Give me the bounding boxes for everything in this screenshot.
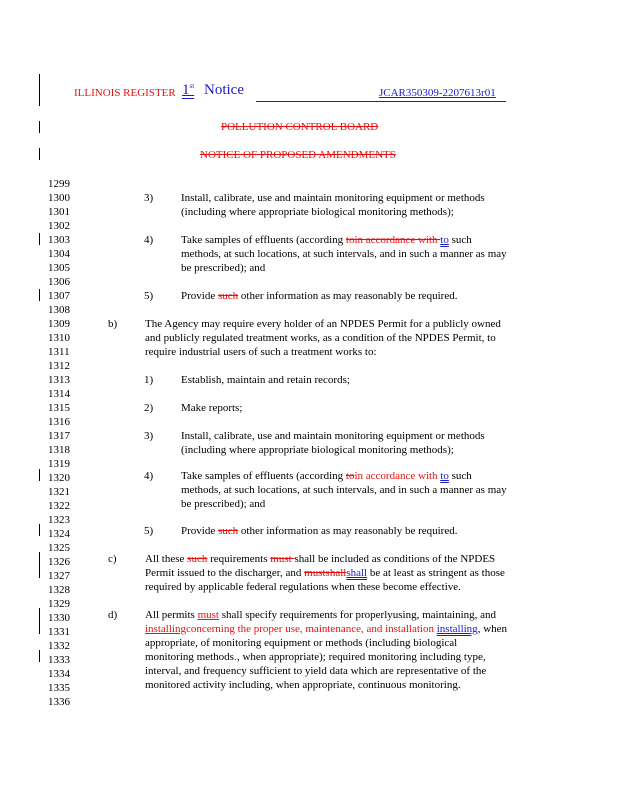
item-b4-number: 4) xyxy=(144,470,154,482)
page-marker-number: 1 xyxy=(182,82,190,98)
subsection-c-text: Permit issued to the discharger, and xyxy=(145,567,305,579)
subsection-c-line: required by applicable federal regulations when these become effective. xyxy=(145,581,461,593)
item-b5-line xyxy=(181,524,457,538)
subsection-b-line: and publicly regulated treatment works, as a condition of the NPDES Permit, to xyxy=(145,332,496,344)
subsection-d-line xyxy=(145,650,486,664)
item-a3-line: (including where appropriate biological monitoring methods); xyxy=(181,206,454,218)
changed-text: in accordance with xyxy=(354,470,441,482)
line-number: 1303 xyxy=(48,234,70,246)
line-number: 1321 xyxy=(48,486,70,498)
item-b3-number: 3) xyxy=(144,430,154,442)
subsection-d-line: monitored activity including, when appropriate, continuous monitoring. xyxy=(145,679,461,691)
line-number: 1309 xyxy=(48,318,70,330)
subsection-d-text: All permits xyxy=(145,609,198,621)
item-b2-line: Make reports; xyxy=(181,402,243,414)
subsection-d-text: monitoring methods xyxy=(145,651,234,663)
subsection-b-label: b) xyxy=(108,318,118,330)
line-number: 1313 xyxy=(48,374,70,386)
line-number: 1336 xyxy=(48,696,70,708)
changed-text: must xyxy=(197,609,219,621)
line-number: 1331 xyxy=(48,626,70,638)
item-a4-text: Take samples of effluents (according xyxy=(181,234,346,246)
line-number: 1302 xyxy=(48,220,70,232)
item-b3-line: Install, calibrate, use and maintain monitoring equipment or methods xyxy=(181,430,485,442)
inserted-text: shall xyxy=(346,567,368,579)
notice-rule xyxy=(256,101,506,102)
deleted-text: such xyxy=(187,553,208,565)
deleted-text: must xyxy=(270,553,295,565)
line-number: 1304 xyxy=(48,248,70,260)
jcar-id: JCAR350309-2207613r01 xyxy=(379,87,496,99)
item-b5-text: other information as may reasonably be required. xyxy=(238,525,458,537)
line-number: 1300 xyxy=(48,192,70,204)
subsection-c-text: shall be included as conditions of the NPDES xyxy=(294,553,496,565)
line-number: 1317 xyxy=(48,430,70,442)
board-title: POLLUTION CONTROL BOARD xyxy=(221,121,379,133)
change-bar xyxy=(39,469,40,481)
line-number: 1306 xyxy=(48,276,70,288)
subsection-d-line xyxy=(145,622,507,636)
inserted-text: installing xyxy=(436,623,478,635)
subsection-c-text: be at least as stringent as those xyxy=(367,567,505,579)
line-number: 1301 xyxy=(48,206,70,218)
change-bar xyxy=(39,608,40,634)
item-a5-text: other information as may reasonably be required. xyxy=(238,290,458,302)
line-number: 1319 xyxy=(48,458,70,470)
change-bar xyxy=(39,524,40,536)
change-bar xyxy=(39,74,40,106)
item-a5-number: 5) xyxy=(144,290,154,302)
line-number: 1335 xyxy=(48,682,70,694)
line-number: 1324 xyxy=(48,528,70,540)
item-b4-line xyxy=(181,469,472,483)
item-b2-number: 2) xyxy=(144,402,154,414)
subsection-c-line xyxy=(145,552,495,566)
line-number: 1315 xyxy=(48,402,70,414)
item-a4-text: such xyxy=(448,234,472,246)
item-b3-line: (including where appropriate biological monitoring methods); xyxy=(181,444,454,456)
line-number: 1310 xyxy=(48,332,70,344)
line-number: 1307 xyxy=(48,290,70,302)
deleted-text: to xyxy=(345,470,355,482)
item-b5-text: Provide xyxy=(181,525,218,537)
line-number: 1305 xyxy=(48,262,70,274)
change-bar xyxy=(39,650,40,662)
change-bar xyxy=(39,289,40,301)
item-a4-line: be prescribed); and xyxy=(181,262,266,274)
item-a4-line: methods, at such locations, at such intervals, and in such a manner as may xyxy=(181,248,507,260)
line-number: 1299 xyxy=(48,178,70,190)
inserted-mark: ․ xyxy=(233,652,237,662)
subsection-c-label: c) xyxy=(108,553,117,565)
line-number: 1323 xyxy=(48,514,70,526)
subsection-b-line: require industrial users of such a treatment works to: xyxy=(145,346,377,358)
item-a4-line xyxy=(181,233,472,247)
change-bar xyxy=(39,233,40,245)
line-number: 1334 xyxy=(48,668,70,680)
item-a3-number: 3) xyxy=(144,192,154,204)
line-number: 1314 xyxy=(48,388,70,400)
changed-text: concerning the proper use, maintenance, and installation xyxy=(185,623,434,635)
item-a3-line: Install, calibrate, use and maintain monitoring equipment or methods xyxy=(181,192,485,204)
item-b4-line: methods, at such locations, at such intervals, and in such a manner as may xyxy=(181,484,507,496)
line-number: 1328 xyxy=(48,584,70,596)
line-number: 1308 xyxy=(48,304,70,316)
deleted-text: such xyxy=(217,525,239,537)
notice-title: Notice xyxy=(204,82,244,98)
change-bar xyxy=(39,148,40,160)
subsection-d-line: appropriate, of monitoring equipment or methods (including biological xyxy=(145,637,458,649)
subsection-d-text: shall specify requirements for properlyusing, maintaining, and xyxy=(218,609,497,621)
inserted-text: to xyxy=(440,470,449,482)
change-bar xyxy=(39,552,40,578)
item-b1-line: Establish, maintain and retain records; xyxy=(181,374,350,386)
changed-text: installing xyxy=(145,623,186,635)
subsection-d-text: , when xyxy=(477,623,508,635)
line-number: 1330 xyxy=(48,612,70,624)
subsection-c-text: All these xyxy=(145,553,188,565)
item-b5-number: 5) xyxy=(144,525,154,537)
item-a4-number: 4) xyxy=(144,234,154,246)
line-number: 1332 xyxy=(48,640,70,652)
line-number: 1318 xyxy=(48,444,70,456)
line-number: 1325 xyxy=(48,542,70,554)
item-b4-text: such xyxy=(448,470,472,482)
line-number: 1329 xyxy=(48,598,70,610)
item-b1-number: 1) xyxy=(144,374,154,386)
subsection-d-line xyxy=(145,608,496,622)
deleted-text: toin accordance with xyxy=(345,234,441,246)
inserted-text: to xyxy=(440,234,449,246)
amendments-title: NOTICE OF PROPOSED AMENDMENTS xyxy=(200,149,396,161)
subsection-c-line xyxy=(145,566,505,580)
line-number: 1311 xyxy=(48,346,70,358)
item-b4-text: Take samples of effluents (according xyxy=(181,470,346,482)
line-number: 1333 xyxy=(48,654,70,666)
line-number: 1326 xyxy=(48,556,70,568)
deleted-text: such xyxy=(217,290,239,302)
line-number: 1327 xyxy=(48,570,70,582)
item-a5-text: Provide xyxy=(181,290,218,302)
subsection-d-line: interval, and frequency sufficient to yield data which are representative of the xyxy=(145,665,487,677)
item-a5-line xyxy=(181,289,457,303)
page-marker xyxy=(182,82,194,99)
item-b4-line: be prescribed); and xyxy=(181,498,266,510)
subsection-c-text: requirements xyxy=(207,553,271,565)
subsection-b-line: The Agency may require every holder of an NPDES Permit for a publicly owned xyxy=(145,318,501,330)
line-number: 1320 xyxy=(48,472,70,484)
deleted-text: mustshall xyxy=(304,567,347,579)
page-marker-suffix: st xyxy=(189,82,195,90)
subsection-d-label: d) xyxy=(108,609,118,621)
line-number: 1316 xyxy=(48,416,70,428)
change-bar xyxy=(39,121,40,133)
line-number: 1322 xyxy=(48,500,70,512)
line-number: 1312 xyxy=(48,360,70,372)
register-title: ILLINOIS REGISTER xyxy=(74,87,176,99)
subsection-d-text: , when appropriate); required monitoring including type, xyxy=(236,651,486,663)
